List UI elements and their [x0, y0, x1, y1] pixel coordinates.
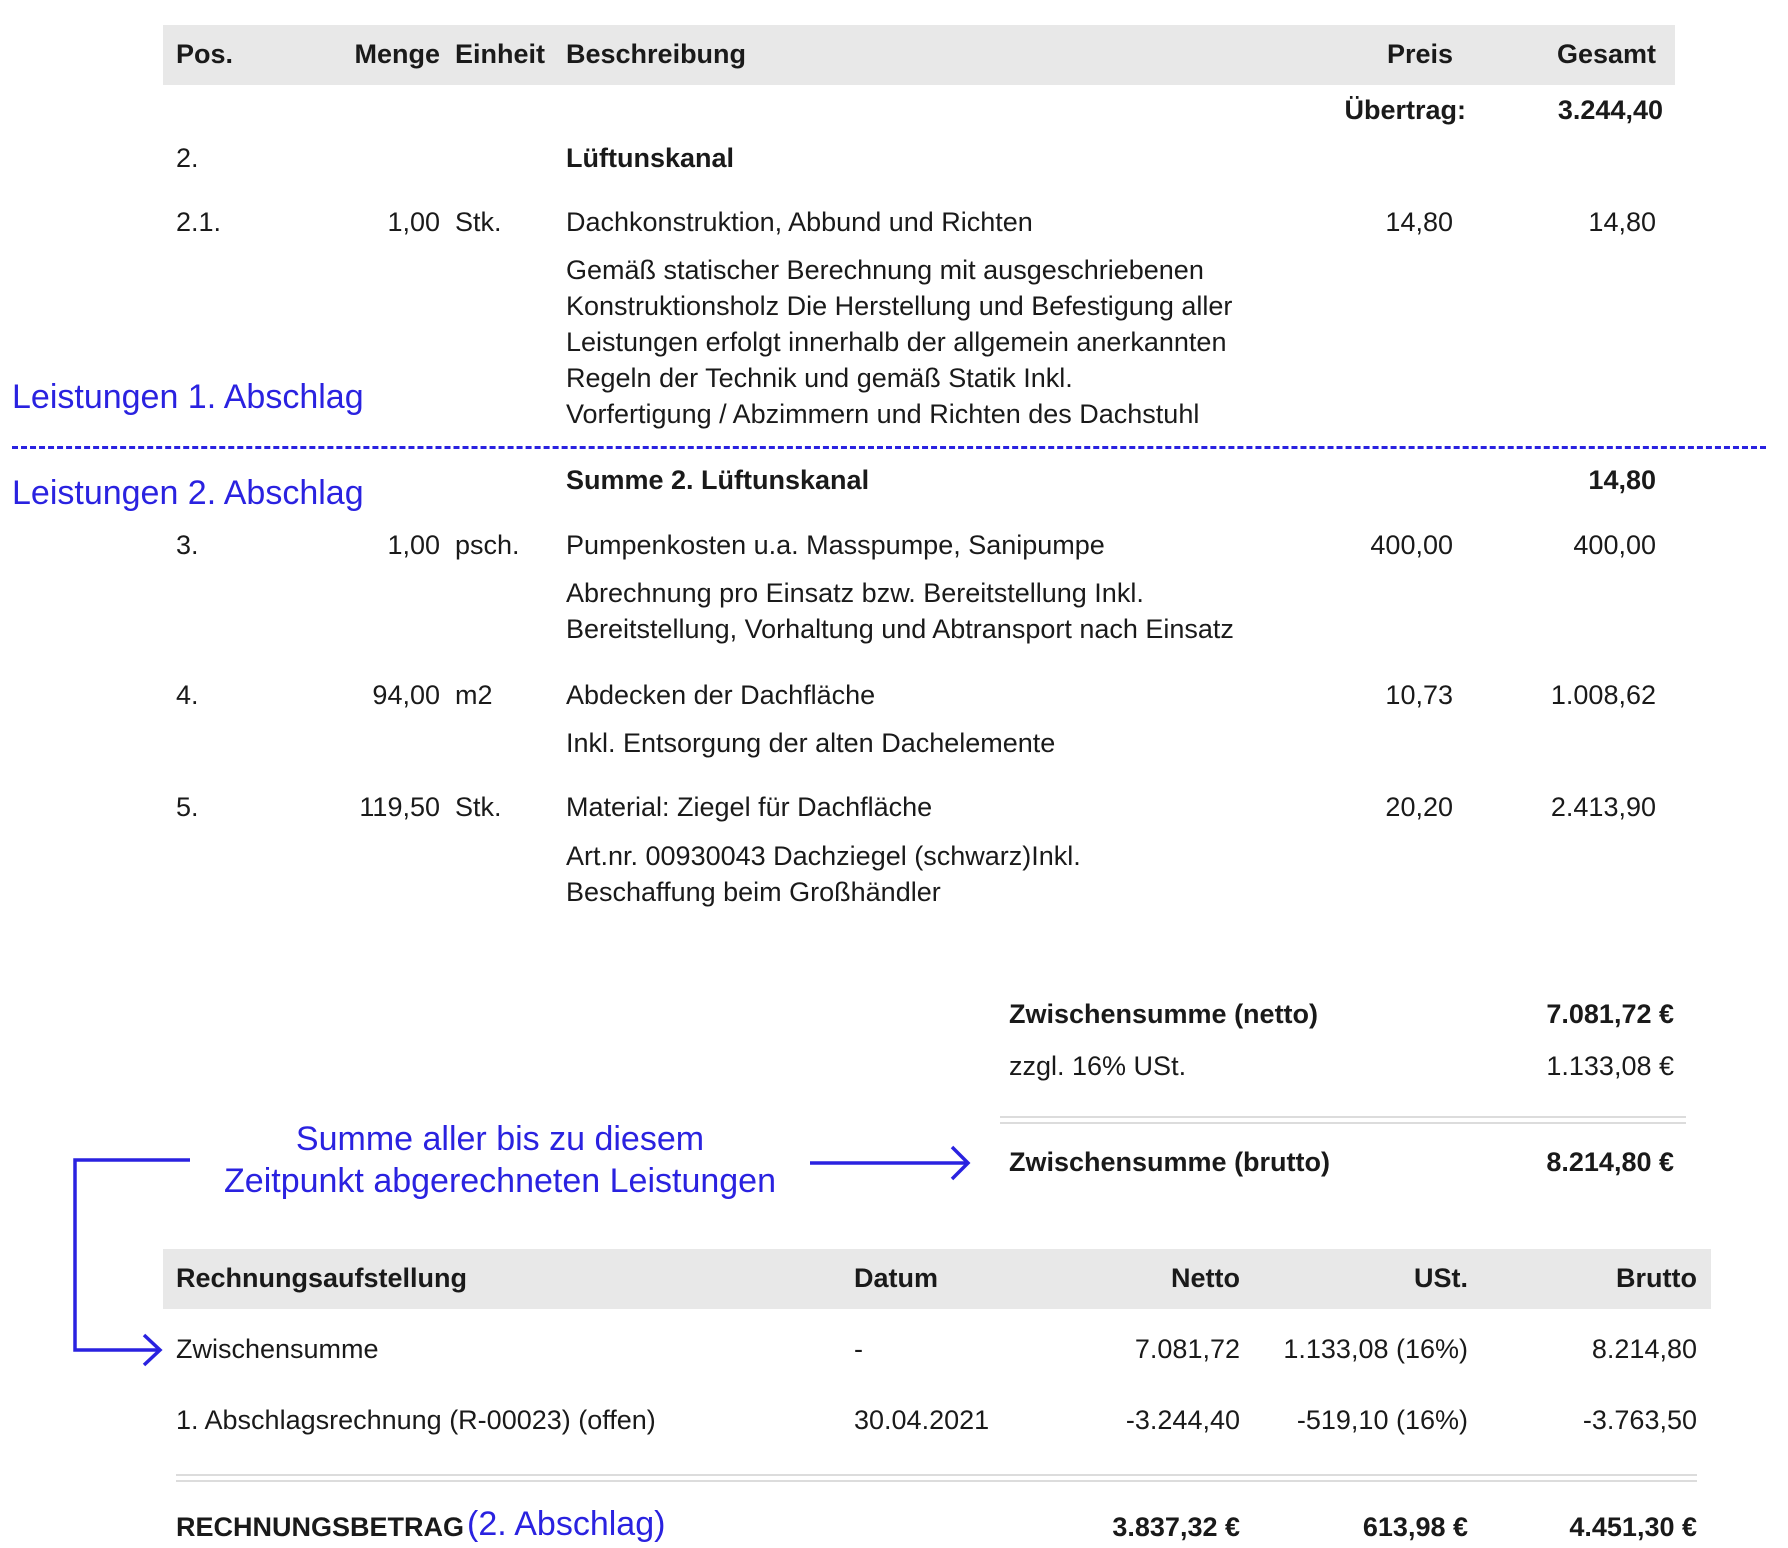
item-details [566, 725, 1055, 761]
rechnung-row-netto: 7.081,72 [1134, 1334, 1240, 1364]
rechnung-header-netto: Netto [1171, 1263, 1240, 1293]
item-menge: 1,00 [387, 207, 440, 237]
item-einheit: Stk. [455, 792, 502, 822]
item-pos: 2.1. [176, 207, 222, 237]
item-pos: 3. [176, 530, 199, 560]
item-title: Material: Ziegel für Dachfläche [566, 792, 933, 822]
item-einheit: psch. [455, 530, 520, 560]
netto-value: 7.081,72 € [1546, 999, 1674, 1029]
annotation-abschlag-2: Leistungen 2. Abschlag [12, 474, 364, 512]
rechnung-row-brutto: -3.763,50 [1582, 1405, 1697, 1435]
abschlag-divider [12, 446, 1766, 449]
item-preis: 10,73 [1385, 680, 1453, 710]
brutto-label: Zwischensumme (brutto) [1009, 1147, 1331, 1177]
uebertrag-value: 3.244,40 [1557, 95, 1663, 125]
item-gesamt: 400,00 [1573, 530, 1656, 560]
item-menge: 1,00 [387, 530, 440, 560]
detail-line: Art.nr. 00930043 Dachziegel (schwarz)Inkl. [566, 841, 1081, 871]
item-details [566, 575, 1234, 647]
detail-line: Bereitstellung, Vorhaltung und Abtransport nach Einsatz [566, 614, 1234, 644]
detail-line: Abrechnung pro Einsatz bzw. Bereitstellung Inkl. [566, 578, 1144, 608]
header-menge: Menge [354, 39, 440, 69]
item-preis: 14,80 [1385, 207, 1453, 237]
annotation-summe-line: Zeitpunkt abgerechneten Leistungen [224, 1162, 776, 1200]
ust-value: 1.133,08 € [1546, 1051, 1674, 1081]
item-title: Dachkonstruktion, Abbund und Richten [566, 207, 1033, 237]
item-gesamt: 1.008,62 [1550, 680, 1656, 710]
rechnungsbetrag-netto: 3.837,32 € [1112, 1512, 1240, 1542]
uebertrag-label: Übertrag: [1344, 95, 1466, 125]
header-pos: Pos. [176, 39, 234, 69]
brutto-value: 8.214,80 € [1546, 1147, 1674, 1177]
rechnungsbetrag-ust: 613,98 € [1362, 1512, 1468, 1542]
rechnung-header-datum: Datum [854, 1263, 939, 1293]
detail-line: Inkl. Entsorgung der alten Dachelemente [566, 728, 1056, 758]
rechnungsbetrag-brutto: 4.451,30 € [1569, 1512, 1697, 1542]
group-pos: 2. [176, 143, 199, 173]
rechnung-row-datum: 30.04.2021 [854, 1405, 990, 1435]
rechnung-row-ust: -519,10 (16%) [1296, 1405, 1468, 1435]
detail-line: Konstruktionsholz Die Herstellung und Befestigung aller [566, 291, 1233, 321]
annotation-summe-line: Summe aller bis zu diesem [295, 1120, 705, 1158]
ust-label: zzgl. 16% USt. [1009, 1051, 1187, 1081]
item-title: Pumpenkosten u.a. Masspumpe, Sanipumpe [566, 530, 1105, 560]
item-pos: 4. [176, 680, 199, 710]
item-menge: 119,50 [359, 792, 440, 822]
annotation-summe [190, 1118, 810, 1202]
item-preis: 400,00 [1370, 530, 1453, 560]
item-gesamt: 2.413,90 [1550, 792, 1656, 822]
header-einheit: Einheit [455, 39, 546, 69]
item-details [566, 252, 1232, 432]
item-title: Abdecken der Dachfläche [566, 680, 876, 710]
header-beschreibung: Beschreibung [566, 39, 747, 69]
item-gesamt: 14,80 [1588, 207, 1656, 237]
rechnung-header-ust: USt. [1414, 1263, 1468, 1293]
rechnung-header-brutto: Brutto [1616, 1263, 1697, 1293]
rechnung-row-ust: 1.133,08 (16%) [1283, 1334, 1468, 1364]
item-pos: 5. [176, 792, 199, 822]
rechnung-row-netto: -3.244,40 [1125, 1405, 1240, 1435]
item-einheit: Stk. [455, 207, 502, 237]
detail-line: Vorfertigung / Abzimmern und Richten des Dachstuhl [566, 399, 1200, 429]
detail-line: Leistungen erfolgt innerhalb der allgemein anerkannten [566, 327, 1227, 357]
item-details [566, 838, 1081, 910]
rechnung-row-name: Zwischensumme [176, 1334, 379, 1364]
item-einheit: m2 [455, 680, 493, 710]
group-sum-value: 14,80 [1588, 465, 1656, 495]
totals-divider-2 [1000, 1122, 1686, 1124]
totals-divider [1000, 1116, 1686, 1118]
annotation-abschlag-1: Leistungen 1. Abschlag [12, 378, 364, 416]
item-preis: 20,20 [1385, 792, 1453, 822]
rechnung-row-brutto: 8.214,80 [1591, 1334, 1697, 1364]
detail-line: Gemäß statischer Berechnung mit ausgeschriebenen [566, 255, 1204, 285]
detail-line: Beschaffung beim Großhändler [566, 877, 941, 907]
item-menge: 94,00 [372, 680, 440, 710]
group-sum-label: Summe 2. Lüftunskanal [566, 465, 870, 495]
rechnung-row-name: 1. Abschlagsrechnung (R-00023) (offen) [176, 1405, 656, 1435]
rechnung-header-name: Rechnungsaufstellung [176, 1263, 468, 1293]
rechnungsbetrag-label: RECHNUNGSBETRAG [176, 1512, 465, 1542]
header-gesamt: Gesamt [1556, 39, 1656, 69]
group-title: Lüftunskanal [566, 143, 735, 173]
netto-label: Zwischensumme (netto) [1009, 999, 1319, 1029]
rechnungsbetrag-note: (2. Abschlag) [467, 1505, 666, 1543]
rechnung-divider [176, 1474, 1697, 1476]
rechnung-row-datum: - [854, 1334, 863, 1364]
detail-line: Regeln der Technik und gemäß Statik Inkl. [566, 363, 1073, 393]
header-preis: Preis [1386, 39, 1453, 69]
arrow-right-icon [810, 1147, 968, 1179]
rechnung-divider-2 [176, 1480, 1697, 1482]
